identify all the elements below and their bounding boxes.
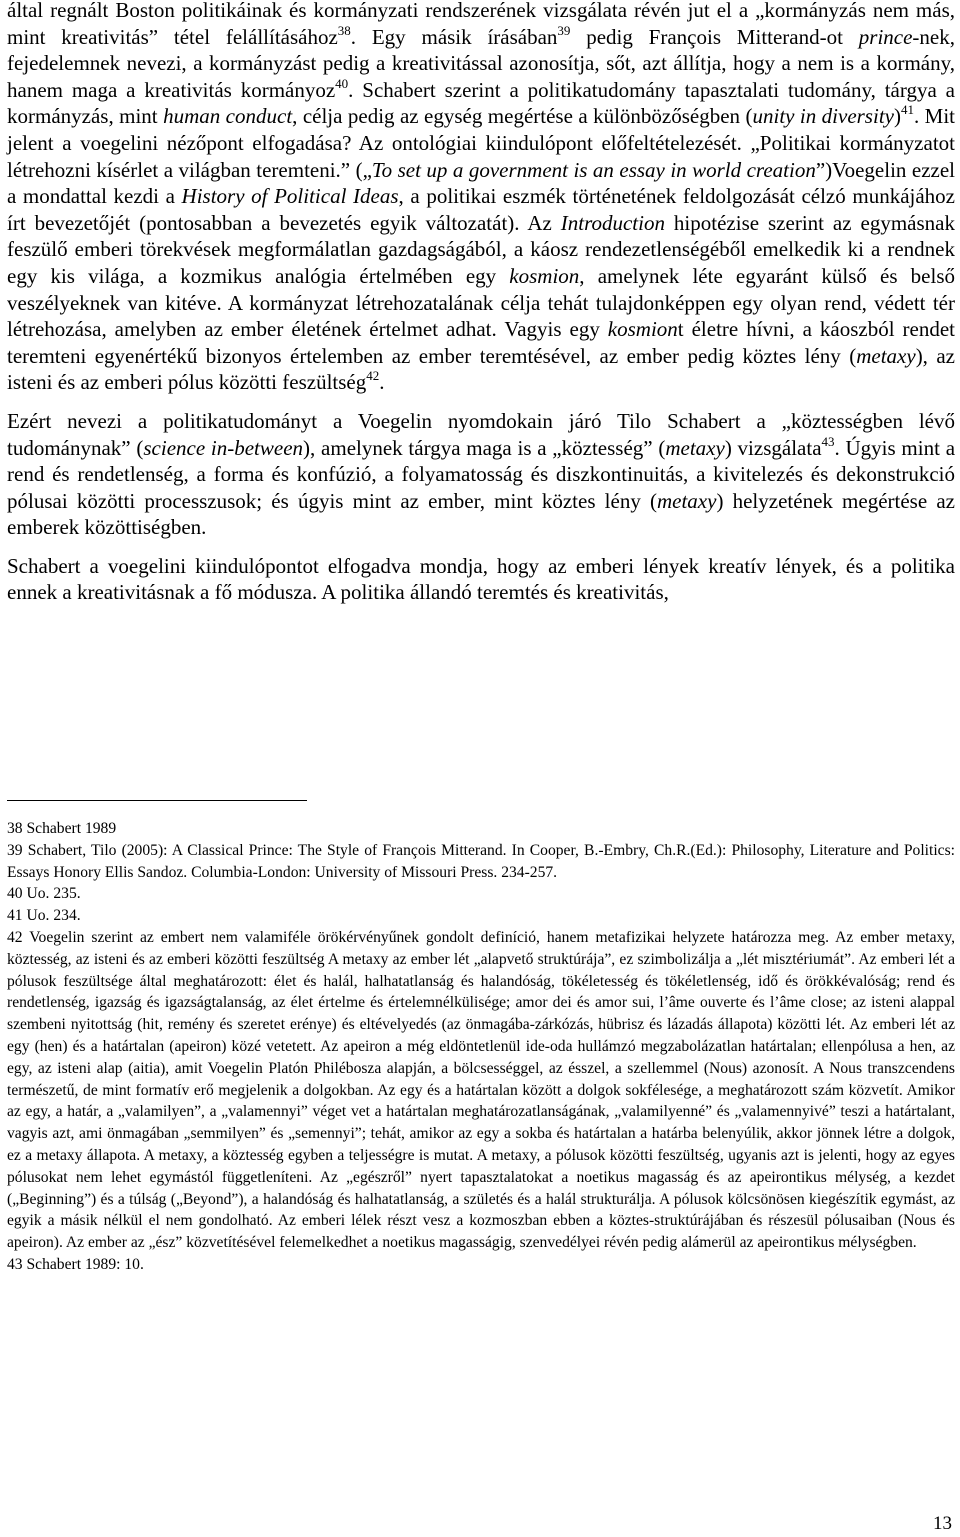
paragraph <box>7 408 955 541</box>
footnote-ref: 41 <box>900 102 914 118</box>
footnote-ref: 40 <box>335 75 349 91</box>
text-run: t életre hívni, a káoszból rendet teremteni egyenértékű bizonyos értelemben az ember teremtésével, az ember pedig köztes lény ( <box>7 317 955 368</box>
italic-run: prince <box>858 24 913 49</box>
footnotes <box>7 818 955 1276</box>
footnote: 41 Uo. 234. <box>7 907 81 925</box>
text-run: ) <box>893 104 901 129</box>
text-run: ) helyzetének megértése az emberek közöttiségben. <box>7 488 955 540</box>
footnote: 39 Schabert, Tilo (2005): A Classical Prince: The Style of François Mitterand. In Cooper, B.-Embry, Ch.R.(Ed.): Philosophy, Literature and Politics: Essays Honory Ellis Sandoz. Columbia-London: University of Missouri Press. 234-257. <box>7 841 955 881</box>
text-run: . Úgyis mint a rend és rendetlenség, a forma és konfúzió, a folyamatosság és diszkontinuitás, a kivitelezés és dekonstrukció pólusai közötti processzusok; és úgyis mint az ember, mint köztes lény ( <box>7 435 956 513</box>
footnote-ref: 38 <box>337 22 351 38</box>
text-run: , amelynek léte egyaránt külső és belső veszélyeknek van kitéve. A kormányzat létrehozatalának célja tehát tulajdonképpen egy olyan rend, védett tér létrehozása, amelyben az ember életének értelmet adhat. Vagyis egy <box>7 263 955 342</box>
footnote: 40 Uo. 235. <box>7 885 81 903</box>
page-number: 13 <box>933 1513 952 1534</box>
italic-run: human conduct <box>163 104 293 129</box>
italic-run: kosmion <box>607 317 678 342</box>
footnote: 42 Voegelin szerint az embert nem valamiféle örökérvényűnek gondolt definíció, hanem metafizikai helyzete határozza meg. Az ember metaxy, köztesség, az isteni és az emberi közötti feszültség A metaxy az ember lét „alapvető struktúrája”, ez szimbolizálja a „lét misztériumát”. Az emberi lét a pólusok feszültsége által meghatározott: élet és halál, halhatatlanság és halandóság, tökéletesség és tökéletlenség, idő és örökkévalóság; rend és rendetlenség, igazság és igazságtalanság, az élet értelme és értelemnélkülisége; amor dei és amor sui, l’âme ouverte és l’âme close; az isteni alappal szembeni nyitottság (hit, remény és szeretet erénye) és eltévelyedés (az önmagába-zárkózás, hübrisz és lázadás állapota) közötti lét. Az emberi lét az egy (hen) és a határtalan (apeiron) közé vetetett. Az apeiron a még eldöntetlenül ide-oda hullámzó megzabolázatlan határtalan; ellenpólusa a hen, az egy, az isteni alap (aitia), amit Voegelin Platón Philébosza alapján, a bölcsességgel, az ésszel, a szellemmel (Nous) azonosít. A Nous transzcendens természetű, de mint formatív erő megjelenik a dolgokban. Az egy és a határtalan között a dolgok sokfélesége, a meghatározott szám közvetít. Amikor az egy, a határ, a „valamilyen”, a „valamennyi” véget vet a határtalan meghatározatlanságának, „valamilyenné” és „valamennyivé” teszi a határtalant, vagyis azt, ami önmagában „semmilyen” és „semennyi”; tehát, amikor az egy a sokba és határtalan a határba belenyúlik, akkor jönnek létre a dolgok, ez a metaxy állapota. A metaxy, a köztesség egyben a teljességre is mutat. A metaxy, a pólusok közötti feszültség, ugyanis azt is jelenti, hogy az egyes pólusokat nem lehet egymástól függetleníteni. Az „egészről” nyert tapasztalatokat a noetikus magasság és az apeirontikus mélység, a kezdet („Beginning”) és a túlság („Beyond”), a halandóság és halhatatlanság, a születés és a halál strukturálja. A pólusok kölcsönösen kiegészítik egymást, az egyik a másik nélkül el nem gondolható. Az emberi lélek részt vesz a kozmoszban ebben a köztes-struktúrájában és részesül pólusaiban (Nous és apeiron). Az ember az „ész” közvetítésével felemelkedhet a noetikus magasságig, szenvedélyei révén pedig alámerül az apeirontikus mélységben. <box>7 928 955 1252</box>
text-run: . Schabert szerint a politikatudomány tapasztalati tudomány, tárgya a kormányzás, mint <box>7 77 955 129</box>
body-text <box>7 0 955 618</box>
italic-run: metaxy <box>656 488 717 513</box>
paragraph <box>7 553 955 606</box>
italic-run: science in-between <box>143 435 304 460</box>
text-run: ), amelynek tárgya maga is a „köztesség” ( <box>303 435 666 460</box>
italic-run: metaxy <box>856 343 916 368</box>
footnote-ref: 39 <box>557 22 571 38</box>
text-run: . <box>379 370 385 395</box>
text-run: által regnált Boston politikáinak és kormányzati rendszerének vizsgálata révén jut el a „kormányzás nem más, mint kreativitás” tétel felállításához <box>7 0 955 49</box>
italic-run: History of Political Ideas <box>181 184 399 209</box>
text-run: . Egy másik írásában <box>350 24 558 49</box>
text-run: Schabert a voegelini kiindulópontot elfogadva mondja, hogy az emberi lények kreatív lények, és a politika ennek a kreativitásnak a fő módusza. A politika állandó teremtés és kreativitás, <box>7 553 955 605</box>
text-run: . Mit jelent a voegelini nézőpont elfogadása? Az ontológiai kiindulópont előfeltételezését. „Politikai kormányzatot létrehozni kísérlet a világban teremteni.” („ <box>7 104 956 182</box>
italic-run: Introduction <box>560 210 665 235</box>
text-run: hipotézise szerint az egymásnak feszülő emberi törekvések megformálatlan gazdagságából, a káosz rendezetlenségéből emelkedik ki a rendnek egy kis világa, a kozmikus analógia értelmében egy <box>7 210 955 288</box>
italic-run: To set up a government is an essay in world creation <box>371 157 816 182</box>
text-run: pedig François Mitterand-ot <box>570 24 859 49</box>
italic-run: kosmion <box>509 263 580 288</box>
text-run: , célja pedig az egység megértése a különbözőségben ( <box>292 104 753 129</box>
text-run: , a politikai eszmék történetének feldolgozását célzó munkájához írt bevezetőjét (pontosabban a bevezetés egyik változatát). Az <box>7 184 955 235</box>
italic-run: unity in diversity <box>752 104 894 129</box>
text-run: ), az isteni és az emberi pólus közötti feszültség <box>7 343 956 395</box>
footnote-ref: 43 <box>821 433 835 449</box>
footnote-separator <box>7 800 307 801</box>
text-run: ) vizsgálata <box>724 435 822 460</box>
text-run: -nek, fejedelemnek nevezi, a kormányzást pedig a kreativitással azonosítja, sőt, azt állítja, hogy a nem is a kormány, hanem maga a kreativitás kormányoz <box>7 24 955 102</box>
paragraph <box>7 0 955 396</box>
footnote: 38 Schabert 1989 <box>7 820 117 837</box>
text-run: ”)Voegelin ezzel a mondattal kezdi a <box>7 157 955 209</box>
text-run: Ezért nevezi a politikatudományt a Voegelin nyomdokain járó Tilo Schabert a „köztességben lévő tudománynak” ( <box>7 408 955 460</box>
italic-run: metaxy <box>665 435 725 460</box>
footnote: 43 Schabert 1989: 10. <box>7 1255 144 1273</box>
footnote-ref: 42 <box>366 368 380 384</box>
